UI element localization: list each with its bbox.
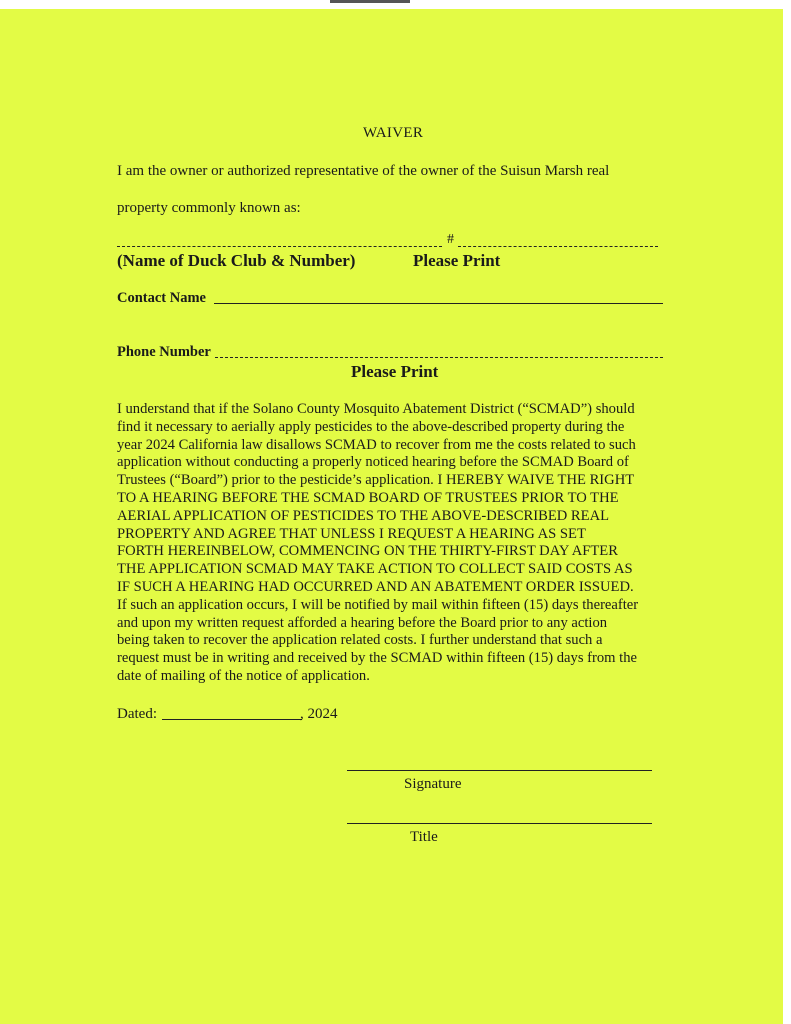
paragraph-line: date of mailing of the notice of application.	[117, 667, 370, 684]
hash-symbol: #	[447, 232, 454, 247]
title-field[interactable]	[347, 823, 652, 824]
title-label: Title	[410, 829, 438, 845]
scan-right-margin	[783, 9, 791, 1024]
paragraph-line: find it necessary to aerially apply pesticides to the above-described property during the	[117, 418, 625, 435]
paragraph-line: FORTH HEREINBELOW, COMMENCING ON THE THIRTY-FIRST DAY AFTER	[117, 543, 618, 560]
contact-name-label: Contact Name	[117, 290, 206, 306]
paragraph-line: request must be in writing and received by the SCMAD within fifteen (15) days from the	[117, 650, 637, 667]
scan-edge-mark	[330, 0, 410, 3]
intro-line-1: I am the owner or authorized representative of the owner of the Suisun Marsh real	[117, 163, 610, 179]
paragraph-line: TO A HEARING BEFORE THE SCMAD BOARD OF TRUSTEES PRIOR TO THE	[117, 489, 619, 506]
please-print-label-1: Please Print	[413, 251, 501, 270]
paragraph-line: application without conducting a properly noticed hearing before the SCMAD Board of	[117, 454, 629, 471]
paragraph-line: THE APPLICATION SCMAD MAY TAKE ACTION TO COLLECT SAID COSTS AS	[117, 561, 633, 578]
dated-label: Dated:	[117, 706, 157, 722]
paragraph-line: AERIAL APPLICATION OF PESTICIDES TO THE ABOVE-DESCRIBED REAL	[117, 507, 610, 524]
duck-club-name-field[interactable]	[117, 246, 442, 247]
dated-year: , 2024	[300, 706, 338, 722]
paragraph-line: IF SUCH A HEARING HAD OCCURRED AND AN ABATEMENT ORDER ISSUED.	[117, 578, 634, 595]
paragraph-line: and upon my written request afforded a hearing before the Board prior to any action	[117, 614, 608, 631]
signature-field[interactable]	[347, 770, 652, 771]
paragraph-line: If such an application occurs, I will be notified by mail within fifteen (15) days thereafter	[117, 596, 639, 613]
page-title: WAIVER	[363, 125, 424, 141]
duck-club-label: (Name of Duck Club & Number)	[117, 251, 356, 270]
phone-number-label: Phone Number	[117, 344, 211, 360]
signature-label: Signature	[404, 776, 462, 792]
waiver-paragraph	[117, 401, 677, 686]
paragraph-line: I understand that if the Solano County Mosquito Abatement District (“SCMAD”) should	[117, 401, 635, 417]
phone-number-field[interactable]	[215, 357, 663, 358]
duck-club-number-field[interactable]	[458, 246, 658, 247]
contact-name-field[interactable]	[214, 303, 663, 304]
paragraph-line: PROPERTY AND AGREE THAT UNLESS I REQUEST A HEARING AS SET	[117, 525, 586, 542]
paragraph-line: being taken to recover the application related costs. I further understand that such a	[117, 632, 603, 649]
please-print-label-2: Please Print	[351, 362, 439, 381]
paragraph-line: year 2024 California law disallows SCMAD to recover from me the costs related to such	[117, 436, 636, 453]
intro-line-2: property commonly known as:	[117, 200, 301, 216]
paragraph-line: Trustees (“Board”) prior to the pesticide’s application. I HEREBY WAIVE THE RIGHT	[117, 472, 635, 489]
dated-field[interactable]	[162, 719, 302, 720]
